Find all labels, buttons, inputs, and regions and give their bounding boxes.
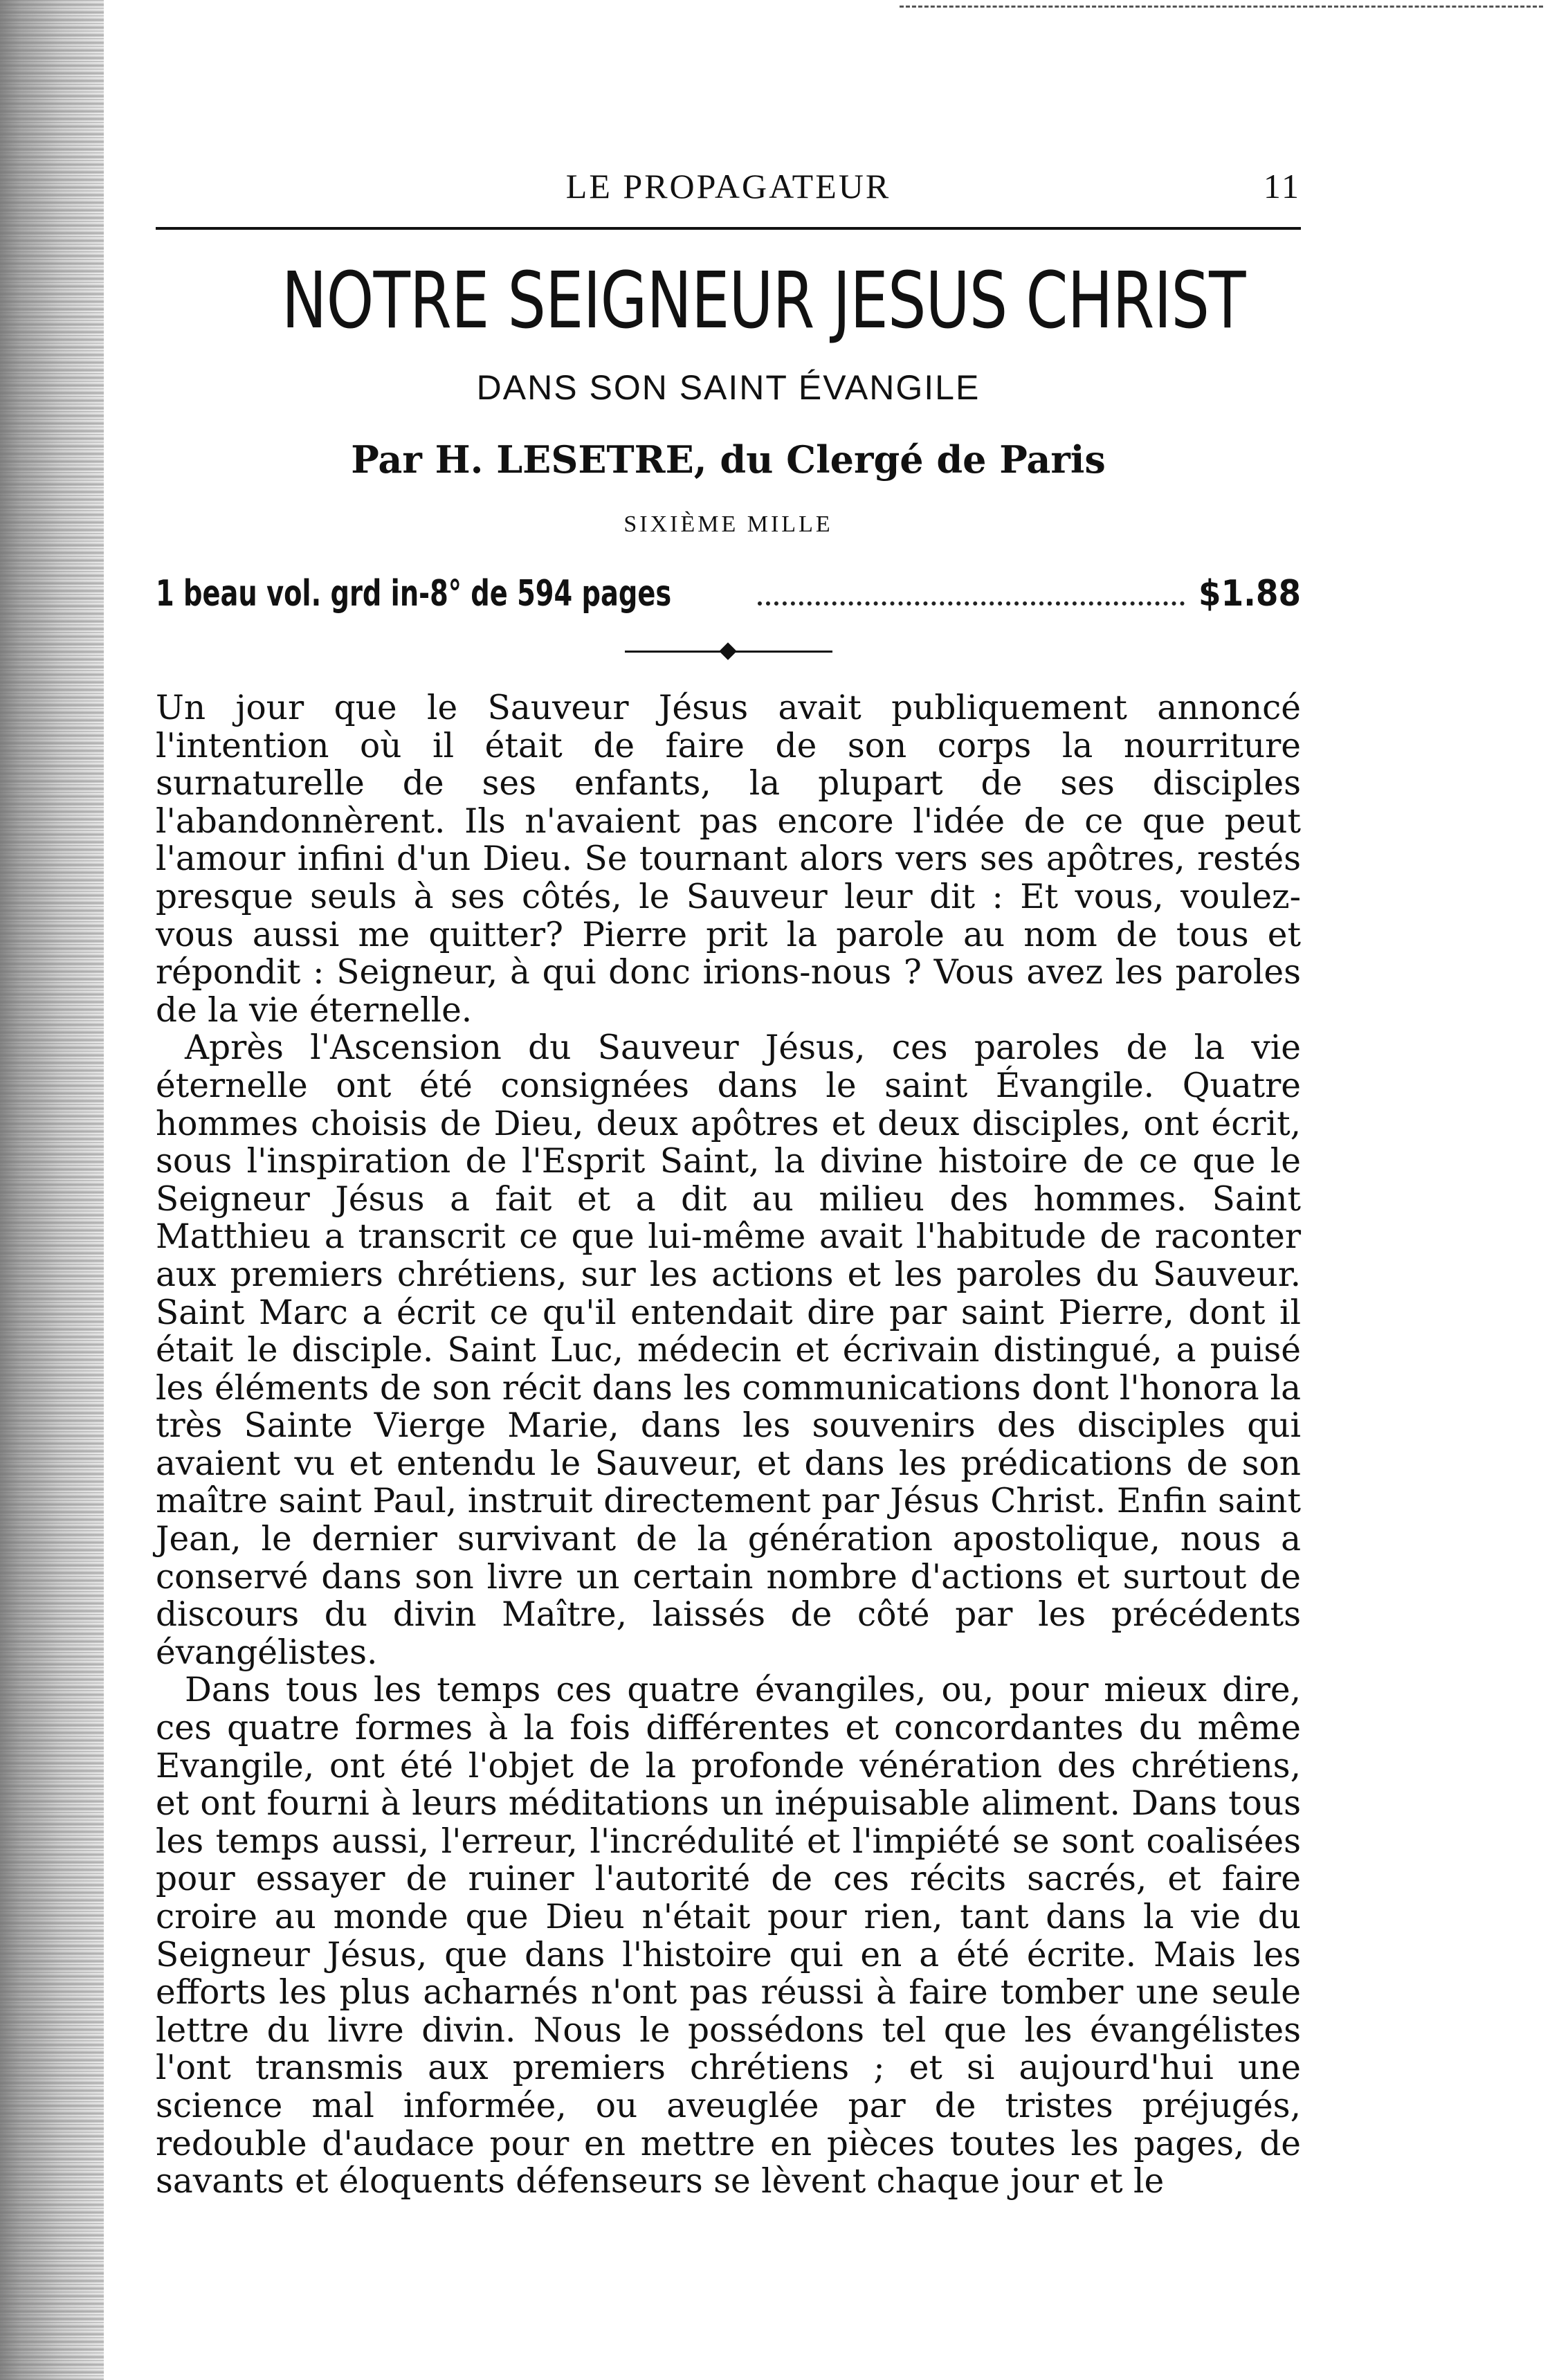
ornament-divider (625, 641, 832, 662)
edition-note: SIXIÈME MILLE (623, 511, 833, 537)
paragraph: Dans tous les temps ces quatre évangiles, ou, pour mieux dire, ces quatre formes à la fois différentes et concordantes du même Evangile, ont été l'objet de la profonde vénération des chrétiens, et ont fourni à leurs méditations un inépuisable aliment. Dans tous les temps aussi, l'erreur, l'incrédulité et l'impiété se sont coalisées pour essayer de ruiner l'autorité de ces récits sacrés, et faire croire au monde que Dieu n'était pour rien, tant dans la vie du Seigneur Jésus, que dans l'histoire qui en a été écrite. Mais les efforts les plus acharnés n'ont pas réussi à faire tomber une seule lettre du livre divin. Nous le possédons tel que les évangélistes l'ont transmis aux premiers chrétiens ; et si aujourd'hui une science mal informée, ou aveuglée par de tristes préjugés, redouble d'audace pour en mettre en pièces toutes les pages, de savants et éloquents défenseurs se lèvent chaque jour et le (156, 1671, 1301, 2201)
paragraph: Un jour que le Sauveur Jésus avait publiquement annoncé l'intention où il était de faire de son corps la nourriture surnaturelle de ses enfants, la plupart de ses disciples l'abandonnèrent. Ils n'avaient pas encore l'idée de ce que peut l'amour infini d'un Dieu. Se tournant alors vers ses apôtres, restés presque seuls à ses côtés, le Sauveur leur dit : Et vous, voulez-vous aussi me quitter? Pierre prit la parole au nom de tous et répondit : Seigneur, à qui donc irions-nous ? Vous avez les paroles de la vie éternelle. (156, 689, 1301, 1030)
book-title: NOTRE SEIGNEUR JESUS CHRIST (282, 256, 1246, 346)
book-subtitle: DANS SON SAINT ÉVANGILE (476, 368, 981, 407)
header-rule (156, 227, 1301, 230)
page (156, 166, 1301, 2201)
scan-top-rule (900, 6, 1543, 8)
book-author: Par H. LESETRE, du Clergé de Paris (351, 437, 1106, 482)
page-number: 11 (1263, 167, 1301, 206)
running-head (156, 166, 1301, 215)
paragraph: Après l'Ascension du Sauveur Jésus, ces paroles de la vie éternelle ont été consignées dans le saint Évangile. Quatre hommes choisis de Dieu, deux apôtres et deux disciples, ont écrit, sous l'inspiration de l'Esprit Saint, la divine histoire de ce que le Seigneur Jésus a fait et a dit au milieu des hommes. Saint Matthieu a transcrit ce que lui-même avait l'habitude de raconter aux premiers chrétiens, sur les actions et les paroles du Sauveur. Saint Marc a écrit ce qu'il entendait dire par saint Pierre, dont il était le disciple. Saint Luc, médecin et écrivain distingué, a puisé les éléments de son récit dans les communications dont l'honora la très Sainte Vierge Marie, dans les souvenirs des disciples qui avaient vu et entendu le Sauveur, et dans les prédications de son maître saint Paul, instruit directement par Jésus Christ. Enfin saint Jean, le dernier survivant de la génération apostolique, nous a conservé dans son livre un certain nombre d'actions et surtout de discours du divin Maître, laissés de côté par les précédents évangélistes. (156, 1028, 1301, 1672)
volume-description: 1 beau vol. grd in-8° de 594 pages (156, 573, 672, 615)
article-body (156, 689, 1301, 2201)
price: $1.88 (1198, 573, 1301, 615)
dot-leader (758, 601, 1185, 606)
running-head-title: LE PROPAGATEUR (565, 167, 891, 206)
price-line (156, 572, 1301, 616)
scan-binding-edge (0, 0, 104, 2380)
